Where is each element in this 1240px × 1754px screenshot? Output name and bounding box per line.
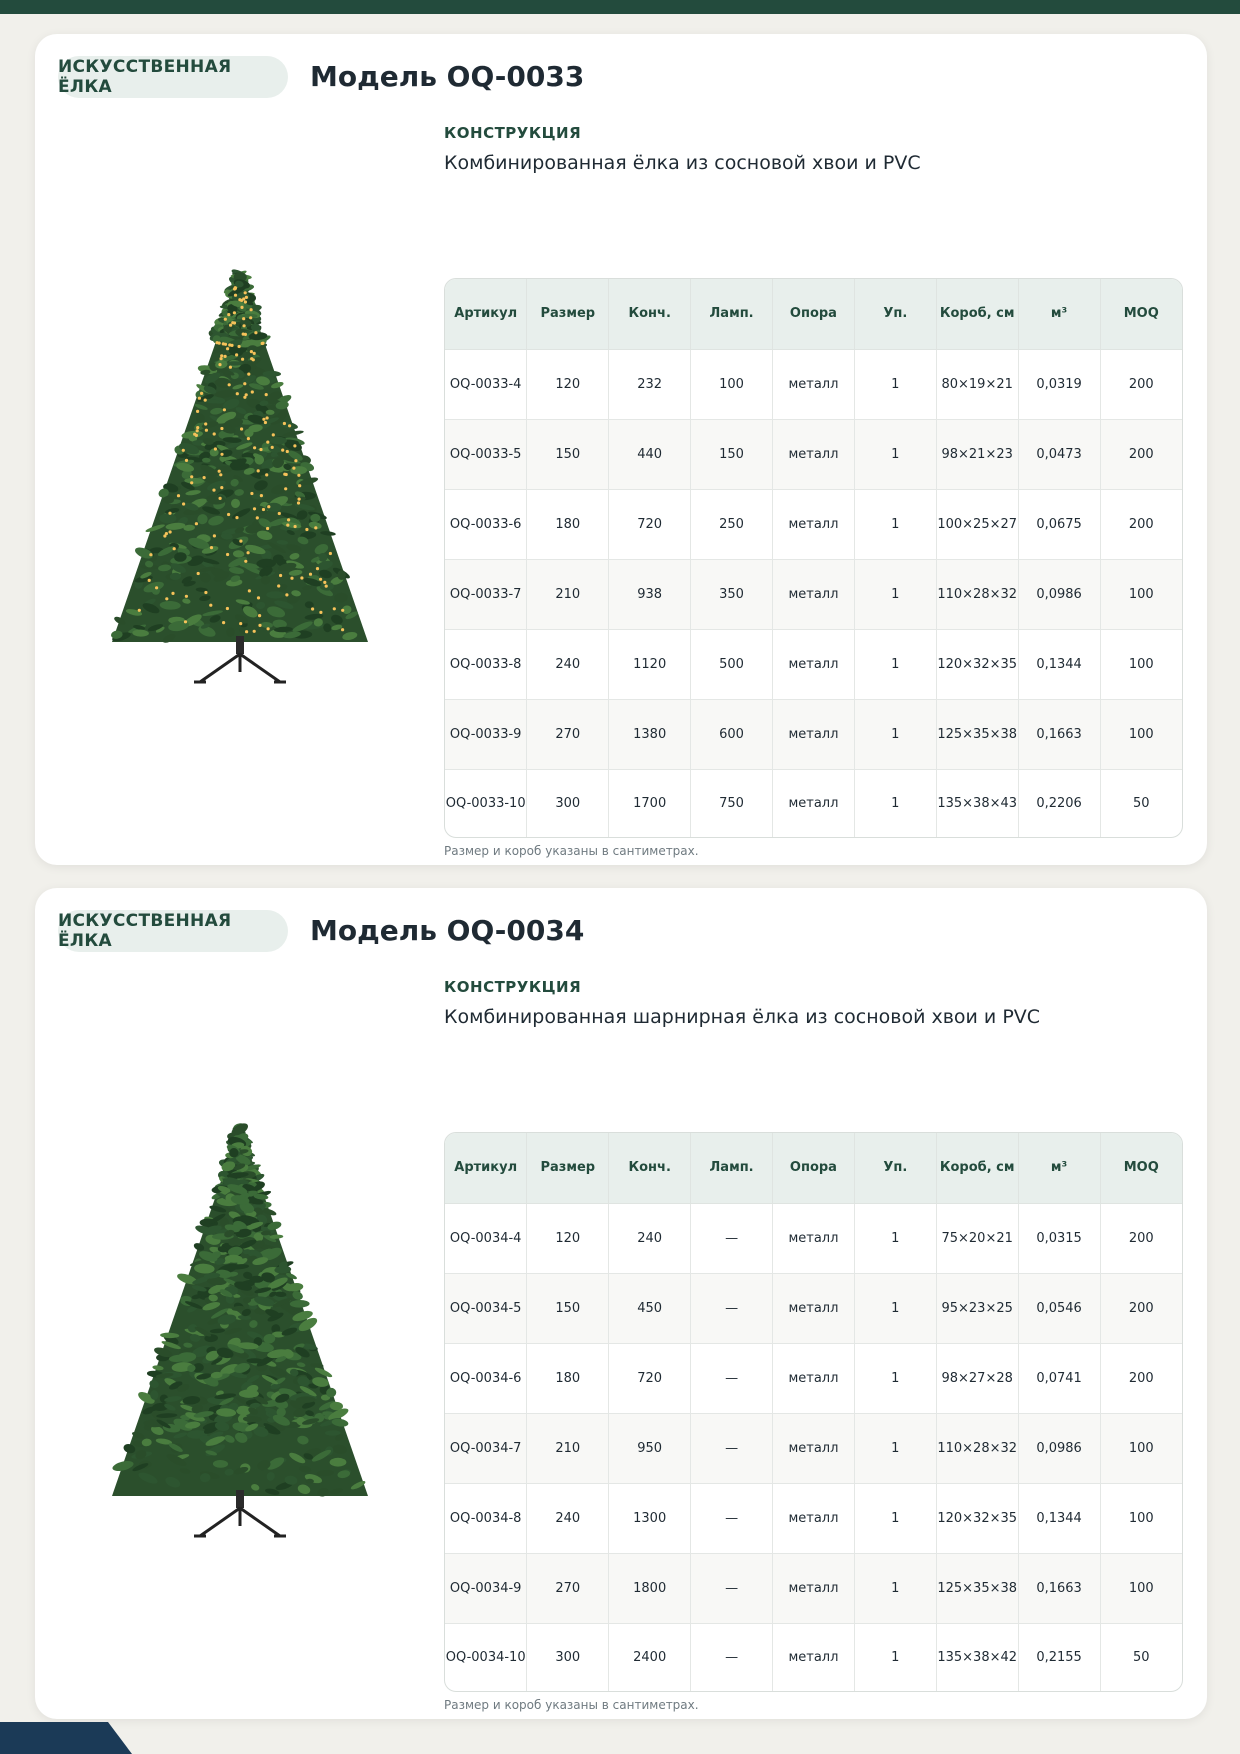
table-cell: 150 (527, 1273, 609, 1343)
table-cell: 938 (609, 559, 691, 629)
table-cell: металл (773, 1343, 855, 1413)
table-cell: — (691, 1483, 773, 1553)
model-title: Модель OQ-0033 (310, 60, 585, 93)
table-cell: 1 (854, 419, 936, 489)
table-row (445, 349, 1182, 419)
column-header: Артикул (445, 1133, 527, 1203)
construction-description: Комбинированная шарнирная ёлка из сосновой хвои и PVC (444, 1006, 1041, 1028)
table-row (445, 1413, 1182, 1483)
table-cell: 1 (854, 559, 936, 629)
construction-label: КОНСТРУКЦИЯ (444, 978, 582, 996)
table-cell: 135×38×43 (936, 769, 1018, 837)
table-cell: 270 (527, 1553, 609, 1623)
table-cell: металл (773, 349, 855, 419)
table-row (445, 1623, 1182, 1691)
table-cell: 100 (1100, 629, 1182, 699)
table-cell: OQ-0033-4 (445, 349, 527, 419)
table-cell: 98×27×28 (936, 1343, 1018, 1413)
table-cell: 1 (854, 629, 936, 699)
table-cell: — (691, 1413, 773, 1483)
table-cell: 270 (527, 699, 609, 769)
category-badge: ИСКУССТВЕННАЯ ЁЛКА (58, 910, 288, 952)
table-cell: металл (773, 559, 855, 629)
table-cell: 200 (1100, 1343, 1182, 1413)
column-header: Уп. (854, 279, 936, 349)
column-header: Уп. (854, 1133, 936, 1203)
table-row (445, 419, 1182, 489)
christmas-tree-icon (90, 1118, 390, 1558)
column-header: Опора (773, 279, 855, 349)
column-header: Ламп. (691, 279, 773, 349)
table-cell: 120 (527, 1203, 609, 1273)
table-cell: 440 (609, 419, 691, 489)
specs-table-oq-0034 (444, 1132, 1183, 1692)
table-row (445, 769, 1182, 837)
table-cell: металл (773, 1483, 855, 1553)
column-header: Размер (527, 1133, 609, 1203)
table-cell: 720 (609, 1343, 691, 1413)
table-cell: 110×28×32 (936, 1413, 1018, 1483)
table-cell: OQ-0033-5 (445, 419, 527, 489)
table-cell: 1 (854, 1623, 936, 1691)
column-header: Конч. (609, 279, 691, 349)
table-cell: 120×32×35 (936, 1483, 1018, 1553)
table-cell: 0,1344 (1018, 1483, 1100, 1553)
column-header: MOQ (1100, 279, 1182, 349)
table-cell: 450 (609, 1273, 691, 1343)
table-cell: 100 (1100, 1413, 1182, 1483)
table-note: Размер и короб указаны в сантиметрах. (444, 1698, 699, 1712)
table-cell: 0,0319 (1018, 349, 1100, 419)
table-cell: 0,0986 (1018, 559, 1100, 629)
table-cell: 200 (1100, 1203, 1182, 1273)
table-row (445, 1273, 1182, 1343)
table-cell: металл (773, 1553, 855, 1623)
table-cell: 1300 (609, 1483, 691, 1553)
table-cell: 180 (527, 1343, 609, 1413)
table-row (445, 1343, 1182, 1413)
table-cell: 350 (691, 559, 773, 629)
table-cell: 0,2206 (1018, 769, 1100, 837)
table-row (445, 1203, 1182, 1273)
product-card-oq-0034 (35, 888, 1207, 1719)
column-header: м³ (1018, 279, 1100, 349)
table-cell: — (691, 1623, 773, 1691)
table-cell: 240 (527, 1483, 609, 1553)
table-cell: 200 (1100, 419, 1182, 489)
column-header: Размер (527, 279, 609, 349)
table-cell: 0,1344 (1018, 629, 1100, 699)
table-cell: 1 (854, 1483, 936, 1553)
table-cell: металл (773, 699, 855, 769)
table-cell: 0,0473 (1018, 419, 1100, 489)
top-bar (0, 0, 1240, 14)
table-cell: 125×35×38 (936, 1553, 1018, 1623)
table-row (445, 1483, 1182, 1553)
table-cell: металл (773, 1273, 855, 1343)
table-cell: 1 (854, 1203, 936, 1273)
table-cell: 240 (527, 629, 609, 699)
table-cell: 100 (691, 349, 773, 419)
table-cell: 1 (854, 769, 936, 837)
column-header: Опора (773, 1133, 855, 1203)
column-header: м³ (1018, 1133, 1100, 1203)
table-row (445, 699, 1182, 769)
table-cell: металл (773, 1203, 855, 1273)
table-cell: OQ-0033-10 (445, 769, 527, 837)
table-cell: 150 (527, 419, 609, 489)
table-cell: — (691, 1553, 773, 1623)
table-cell: 50 (1132, 795, 1150, 811)
table-cell: 0,0675 (1018, 489, 1100, 559)
table-cell: OQ-0034-7 (445, 1413, 527, 1483)
table-cell: 1 (854, 1343, 936, 1413)
table-cell: OQ-0034-5 (445, 1273, 527, 1343)
tree-image (90, 1118, 390, 1558)
table-cell: OQ-0033-9 (445, 699, 527, 769)
product-card-oq-0033 (35, 34, 1207, 865)
table-cell: металл (773, 489, 855, 559)
construction-description: Комбинированная ёлка из сосновой хвои и PVC (444, 152, 921, 174)
table-cell: 210 (527, 1413, 609, 1483)
table-cell: 0,1663 (1018, 699, 1100, 769)
table-cell: 210 (527, 559, 609, 629)
table-cell: 0,0315 (1018, 1203, 1100, 1273)
column-header: MOQ (1100, 1133, 1182, 1203)
table-cell: 75×20×21 (936, 1203, 1018, 1273)
table-cell: металл (773, 1413, 855, 1483)
table-cell: OQ-0034-8 (445, 1483, 527, 1553)
table-cell: 600 (691, 699, 773, 769)
tree-image-lit (90, 264, 390, 704)
table-note: Размер и короб указаны в сантиметрах. (444, 844, 699, 858)
table-cell: 1 (854, 1553, 936, 1623)
table-cell: 180 (527, 489, 609, 559)
table-cell: 1380 (609, 699, 691, 769)
table-cell: 110×28×32 (936, 559, 1018, 629)
category-badge: ИСКУССТВЕННАЯ ЁЛКА (58, 56, 288, 98)
table-cell: 0,2155 (1018, 1623, 1100, 1691)
table-cell: 200 (1100, 349, 1182, 419)
table-cell: 950 (609, 1413, 691, 1483)
table-cell: 135×38×42 (936, 1623, 1018, 1691)
table-cell: 1700 (609, 769, 691, 837)
column-header: Артикул (445, 279, 527, 349)
table-cell: 2400 (609, 1623, 691, 1691)
table-cell: 1 (854, 699, 936, 769)
table-cell: 0,0546 (1018, 1273, 1100, 1343)
christmas-tree-with-lights-icon (90, 264, 390, 704)
table-cell: 1 (854, 349, 936, 419)
table-cell: 125×35×38 (936, 699, 1018, 769)
table-cell: 80×19×21 (936, 349, 1018, 419)
column-header: Конч. (609, 1133, 691, 1203)
table-cell: — (691, 1273, 773, 1343)
table-cell: 200 (1100, 1273, 1182, 1343)
construction-label: КОНСТРУКЦИЯ (444, 124, 582, 142)
table-cell: 1 (854, 489, 936, 559)
table-cell: 150 (691, 419, 773, 489)
table-cell: 1 (854, 1273, 936, 1343)
table-cell: 300 (527, 769, 609, 837)
table-cell: 98×21×23 (936, 419, 1018, 489)
corner-mark (0, 1722, 132, 1754)
table-cell: 0,1663 (1018, 1553, 1100, 1623)
table-cell: OQ-0034-9 (445, 1553, 527, 1623)
table-cell: 120 (527, 349, 609, 419)
table-cell: 240 (609, 1203, 691, 1273)
table-cell: металл (773, 629, 855, 699)
table-cell: 1800 (609, 1553, 691, 1623)
specs-table-oq-0033 (444, 278, 1183, 838)
table-cell: 750 (691, 769, 773, 837)
table-cell: 232 (609, 349, 691, 419)
table-cell: 120×32×35 (936, 629, 1018, 699)
table-cell: OQ-0033-8 (445, 629, 527, 699)
table-cell: — (691, 1343, 773, 1413)
table-cell: 200 (1100, 489, 1182, 559)
table-cell: OQ-0033-6 (445, 489, 527, 559)
table-cell: 100 (1100, 1483, 1182, 1553)
table-row (445, 1553, 1182, 1623)
table-header-row (445, 1133, 1182, 1203)
table-cell: 1120 (609, 629, 691, 699)
table-cell: — (691, 1203, 773, 1273)
table-cell: 100 (1100, 699, 1182, 769)
table-cell: 100 (1100, 559, 1182, 629)
table-row (445, 629, 1182, 699)
table-cell: OQ-0034-10 (445, 1623, 527, 1691)
table-cell: 0,0986 (1018, 1413, 1100, 1483)
column-header: Короб, см (936, 1133, 1018, 1203)
table-cell: 50 (1132, 1649, 1150, 1665)
table-cell: OQ-0033-7 (445, 559, 527, 629)
table-cell: 1 (854, 1413, 936, 1483)
table-cell: металл (773, 769, 855, 837)
table-row (445, 559, 1182, 629)
table-cell: 100×25×27 (936, 489, 1018, 559)
table-cell: 300 (527, 1623, 609, 1691)
table-cell: металл (773, 1623, 855, 1691)
table-cell: 0,0741 (1018, 1343, 1100, 1413)
table-cell: 95×23×25 (936, 1273, 1018, 1343)
column-header: Короб, см (936, 279, 1018, 349)
table-cell: 720 (609, 489, 691, 559)
table-cell: OQ-0034-4 (445, 1203, 527, 1273)
table-row (445, 489, 1182, 559)
model-title: Модель OQ-0034 (310, 914, 585, 947)
table-cell: 500 (691, 629, 773, 699)
table-header-row (445, 279, 1182, 349)
table-cell: 250 (691, 489, 773, 559)
table-cell: металл (773, 419, 855, 489)
column-header: Ламп. (691, 1133, 773, 1203)
table-cell: OQ-0034-6 (445, 1343, 527, 1413)
table-cell: 100 (1100, 1553, 1182, 1623)
